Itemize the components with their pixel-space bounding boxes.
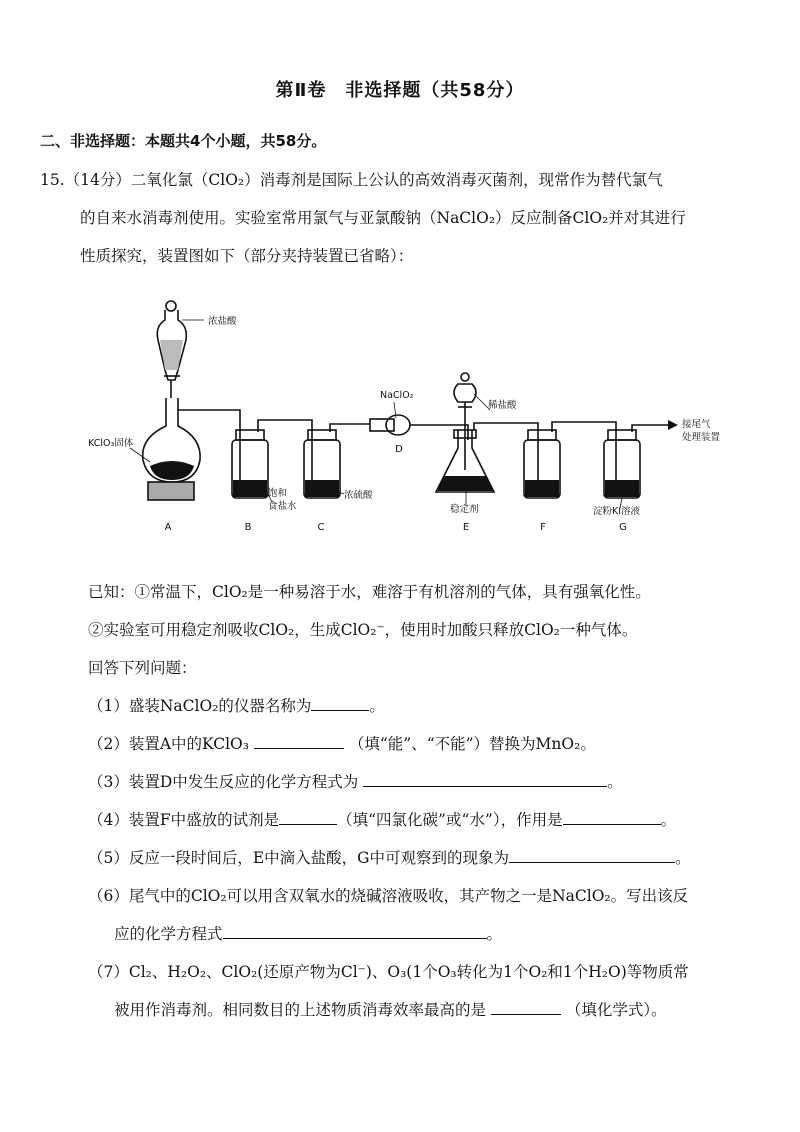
question-3-text: （3）装置D中发生反应的化学方程式为 bbox=[88, 773, 359, 791]
question-6-line-2 bbox=[114, 922, 502, 944]
letter-b: B bbox=[244, 522, 252, 533]
answer-blank-3[interactable] bbox=[363, 772, 607, 787]
label-conc-h2so4: 浓硫酸 bbox=[344, 490, 373, 501]
reagent-f-liquid bbox=[525, 480, 559, 497]
label-tail-gas-1: 接尾气 bbox=[682, 419, 711, 430]
question-15-line-3: 性质探究，装置图如下（部分夹持装置已省略）： bbox=[80, 247, 414, 265]
wooden-block bbox=[148, 482, 194, 500]
known-line-2: ②实验室可用稳定剂吸收ClO₂，生成ClO₂⁻，使用时加酸只释放ClO₂一种气体。 bbox=[88, 621, 638, 639]
letter-e: E bbox=[462, 522, 470, 533]
label-stabilizer: 稳定剂 bbox=[450, 504, 479, 515]
question-7-end: （填化学式）。 bbox=[565, 1001, 667, 1019]
answer-blank-1[interactable] bbox=[311, 696, 369, 711]
question-3-end: 。 bbox=[607, 773, 623, 791]
question-4 bbox=[88, 808, 676, 830]
delivery-tube-a-b bbox=[178, 410, 240, 430]
question-5-end: 。 bbox=[675, 849, 691, 867]
letter-g: G bbox=[619, 522, 627, 533]
answer-blank-7[interactable] bbox=[491, 1000, 561, 1015]
answer-blank-2[interactable] bbox=[254, 734, 344, 749]
question-1 bbox=[88, 694, 385, 716]
question-5 bbox=[88, 846, 691, 868]
question-3 bbox=[88, 770, 623, 792]
funnel-stopper bbox=[166, 301, 176, 311]
answer-prompt: 回答下列问题： bbox=[88, 659, 197, 677]
known-line-1: 已知：①常温下，ClO₂是一种易溶于水，难溶于有机溶剂的气体，具有强氧化性。 bbox=[88, 583, 651, 601]
question-15-line-2: 的自来水消毒剂使用。实验室常用氯气与亚氯酸钠（NaClO₂）反应制备ClO₂并对其进行 bbox=[80, 209, 686, 227]
question-6-end: 。 bbox=[486, 925, 503, 943]
question-4-end: 。 bbox=[660, 811, 677, 829]
letter-d: D bbox=[395, 444, 403, 455]
drying-tube-d bbox=[370, 419, 394, 431]
label-kclo3: KClO₃固体 bbox=[88, 438, 134, 449]
letter-c: C bbox=[317, 522, 325, 533]
question-7-line-2 bbox=[114, 998, 667, 1020]
question-2-end: （填“能”、“不能”）替换为MnO₂。 bbox=[348, 735, 596, 753]
answer-blank-6[interactable] bbox=[223, 924, 487, 939]
question-7-text: 被用作消毒剂。相同数目的上述物质消毒效率最高的是 bbox=[114, 1001, 487, 1019]
label-dilute-hcl: 稀盐酸 bbox=[488, 400, 517, 411]
label-conc-hcl: 浓盐酸 bbox=[208, 316, 237, 327]
question-6-line-1: （6）尾气中的ClO₂可以用含双氧水的烧碱溶液吸收，其产物之一是NaClO₂。写出该反 bbox=[88, 887, 689, 905]
letter-a: A bbox=[164, 522, 172, 533]
label-tail-gas-2: 处理装置 bbox=[682, 432, 721, 443]
arrow-head-icon bbox=[668, 420, 678, 430]
question-4-mid: （填“四氯化碳”或“水”），作用是 bbox=[337, 811, 563, 829]
answer-blank-4b[interactable] bbox=[563, 810, 661, 825]
question-2-text: （2）装置A中的KClO₃ bbox=[88, 735, 249, 753]
section-heading: 二、非选择题：本题共4个小题，共58分。 bbox=[40, 132, 327, 150]
apparatus-diagram bbox=[0, 280, 800, 540]
answer-blank-4a[interactable] bbox=[279, 810, 337, 825]
saturated-brine bbox=[233, 480, 267, 497]
starch-ki-liquid bbox=[605, 480, 639, 497]
question-2 bbox=[88, 732, 596, 754]
question-5-text: （5）反应一段时间后，E中滴入盐酸，G中可观察到的现象为 bbox=[88, 849, 510, 867]
label-starch-ki: 淀粉KI溶液 bbox=[593, 506, 641, 517]
tube-f-g bbox=[552, 422, 616, 485]
label-saturated-1: 饱和 bbox=[268, 488, 288, 499]
conc-sulfuric-acid bbox=[305, 480, 339, 497]
section-title: 第Ⅱ卷 非选择题（共58分） bbox=[275, 80, 525, 101]
question-15-line-1: 15.（14分）二氧化氯（ClO₂）消毒剂是国际上公认的高效消毒灭菌剂，现常作为替代氯气 bbox=[40, 171, 663, 189]
question-7-line-1: （7）Cl₂、H₂O₂、ClO₂(还原产物为Cl⁻)、O₃(1个O₃转化为1个O₂和1个H₂O)等物质常 bbox=[88, 963, 689, 981]
kclo3-solid bbox=[150, 461, 194, 480]
label-saturated-2: 食盐水 bbox=[268, 501, 297, 512]
tail-gas-outlet bbox=[632, 425, 668, 432]
question-1-text: （1）盛装NaClO₂的仪器名称为 bbox=[88, 697, 312, 715]
question-1-end: 。 bbox=[369, 697, 385, 715]
label-naclo2: NaClO₂ bbox=[380, 390, 414, 401]
question-4-text: （4）装置F中盛放的试剂是 bbox=[88, 811, 280, 829]
stabilizer-liquid bbox=[436, 476, 494, 491]
question-6-text: 应的化学方程式 bbox=[114, 925, 223, 943]
letter-f: F bbox=[540, 522, 546, 533]
answer-blank-5[interactable] bbox=[509, 848, 675, 863]
